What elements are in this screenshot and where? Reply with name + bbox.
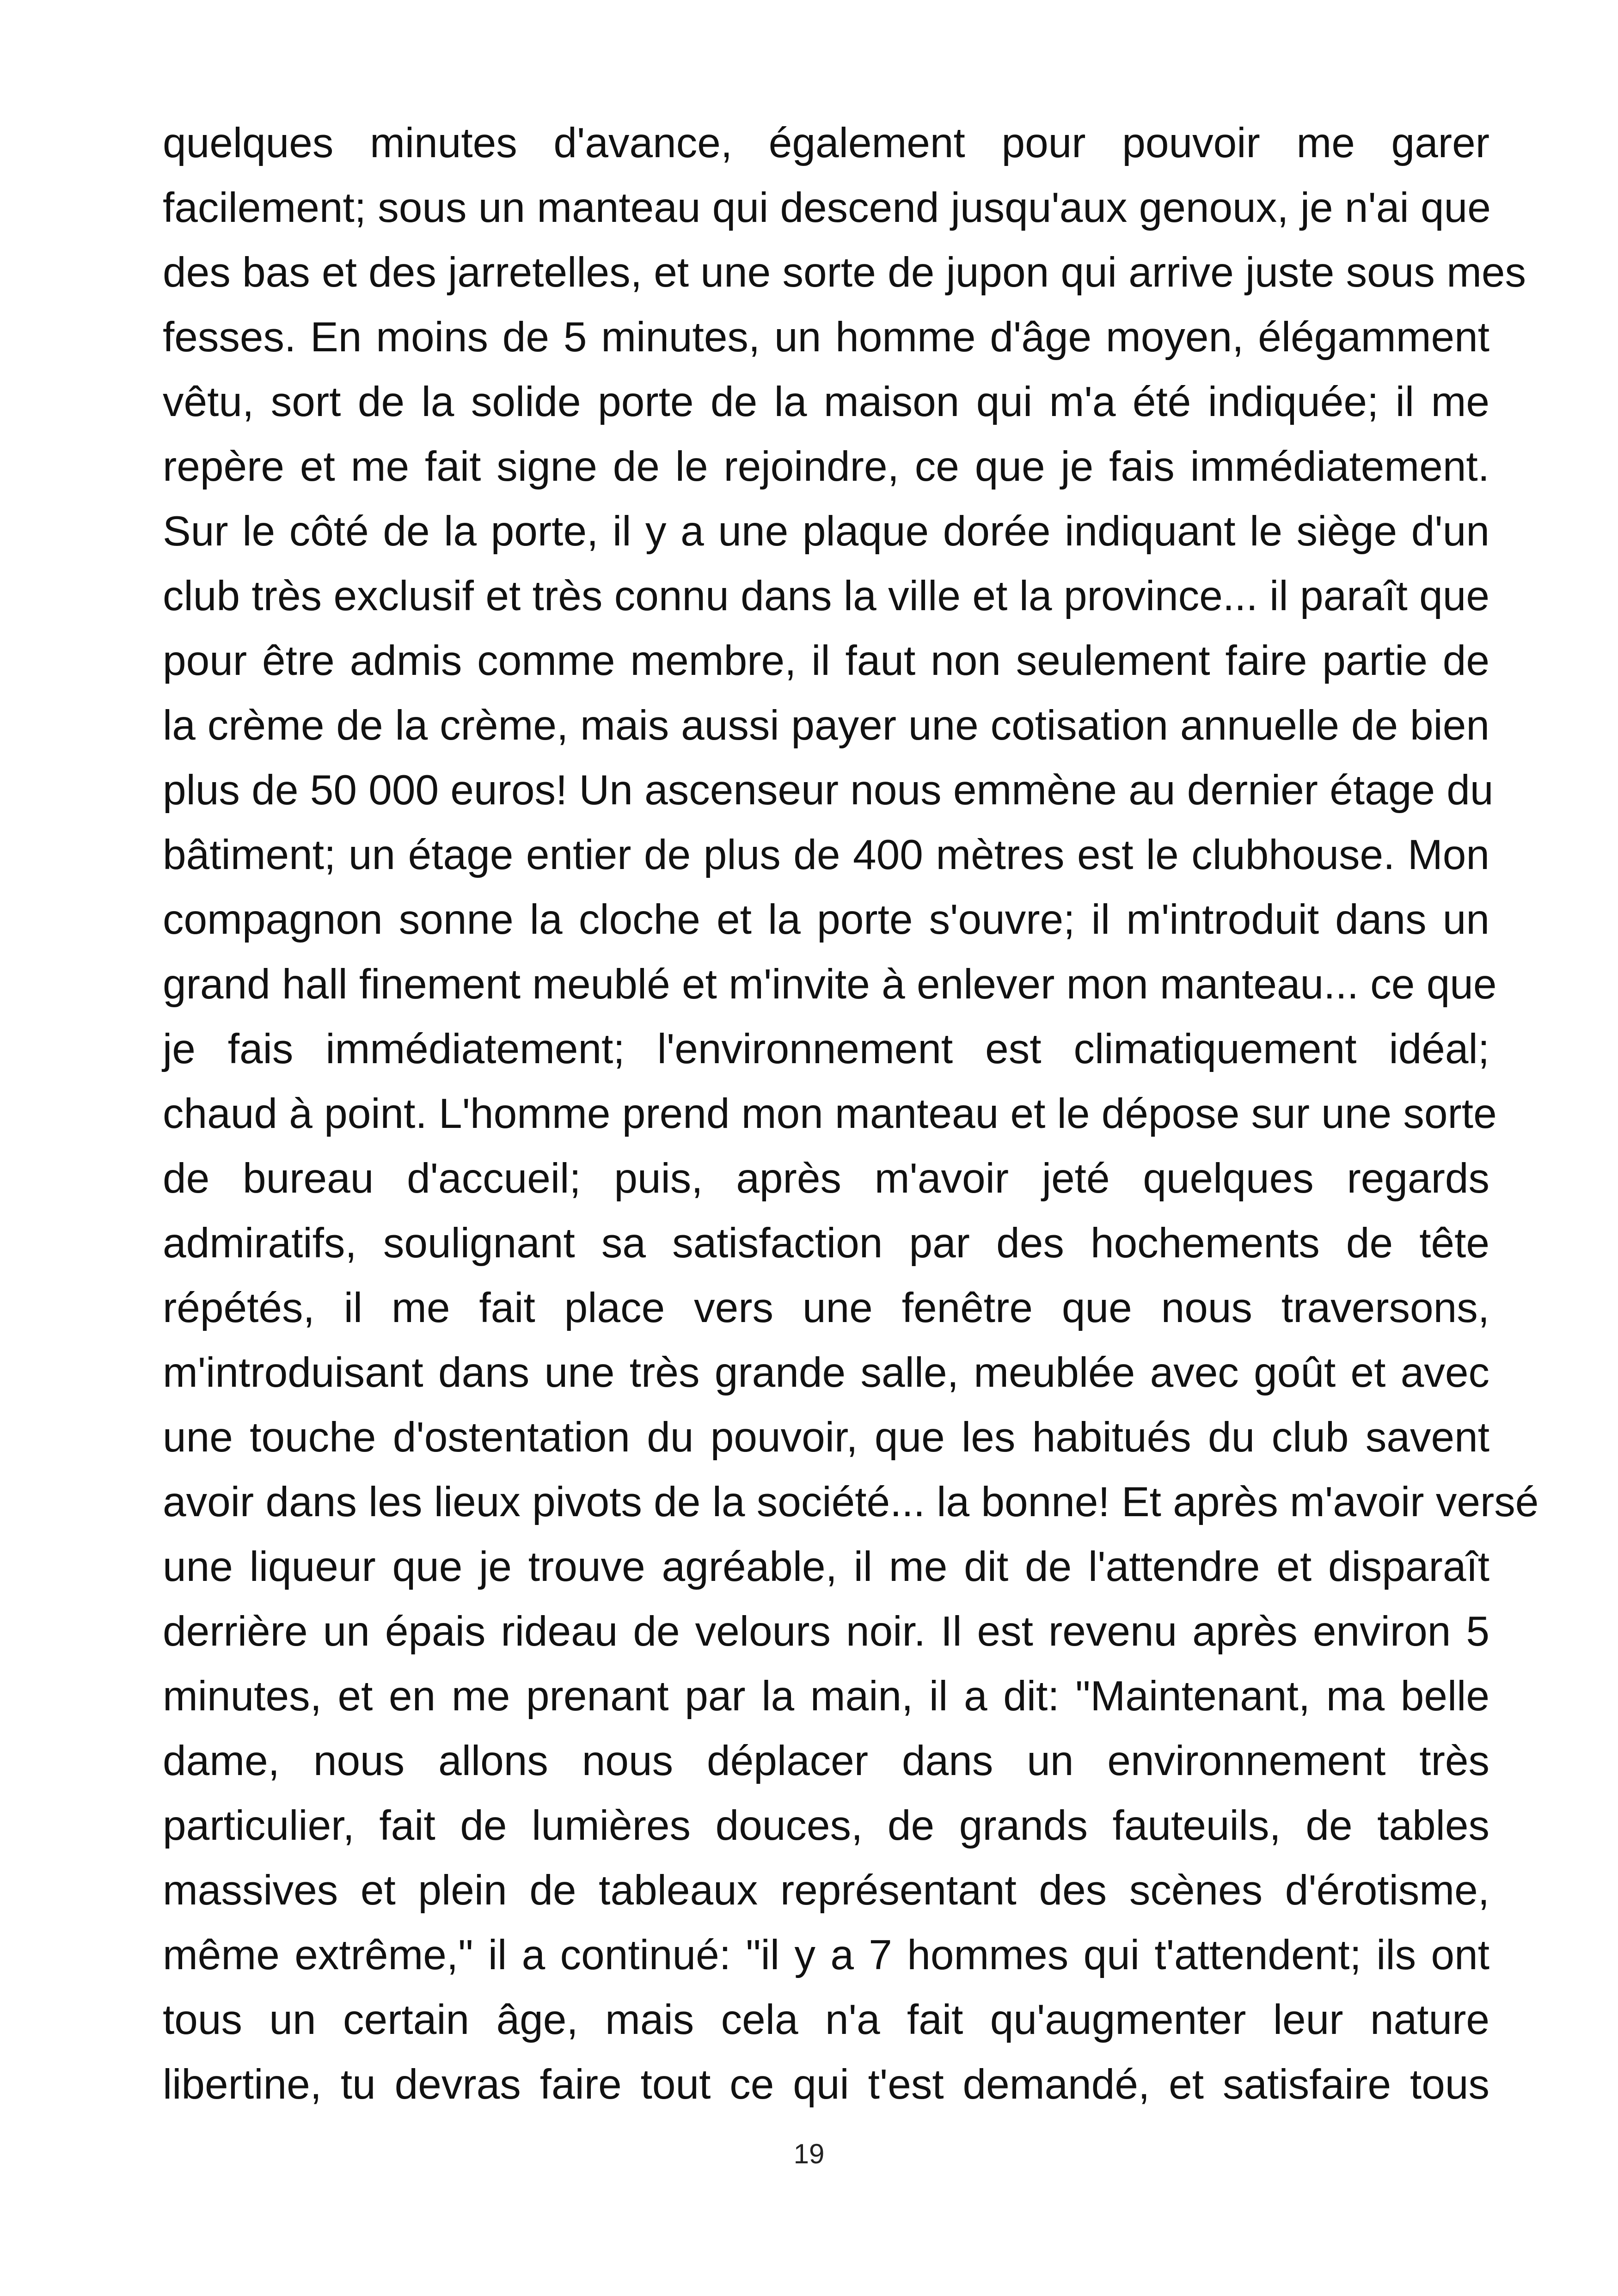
text-line: particulier, fait de lumières douces, de grands fauteuils, de tables: [163, 1802, 1489, 1849]
page-number: 19: [793, 2138, 825, 2169]
text-line: Sur le côté de la porte, il y a une plaque dorée indiquant le siège d'un: [163, 508, 1489, 555]
text-line: des bas et des jarretelles, et une sorte de jupon qui arrive juste sous mes: [163, 249, 1526, 296]
text-line: répétés, il me fait place vers une fenêtre que nous traversons,: [163, 1285, 1489, 1331]
text-line: avoir dans les lieux pivots de la société... la bonne! Et après m'avoir versé: [163, 1479, 1539, 1525]
text-line: tous un certain âge, mais cela n'a fait qu'augmenter leur nature: [163, 1996, 1489, 2043]
text-line: chaud à point. L'homme prend mon manteau et le dépose sur une sorte: [163, 1090, 1497, 1137]
text-line: facilement; sous un manteau qui descend jusqu'aux genoux, je n'ai que: [163, 184, 1491, 231]
text-line: pour être admis comme membre, il faut non seulement faire partie de: [163, 637, 1489, 684]
text-line: massives et plein de tableaux représentant des scènes d'érotisme,: [163, 1867, 1489, 1914]
text-line: m'introduisant dans une très grande salle, meublée avec goût et avec: [163, 1349, 1489, 1396]
text-line: même extrême," il a continué: "il y a 7 hommes qui t'attendent; ils ont: [163, 1932, 1489, 1978]
text-line: de bureau d'accueil; puis, après m'avoir jeté quelques regards: [163, 1155, 1489, 1202]
text-line: dame, nous allons nous déplacer dans un environnement très: [163, 1738, 1489, 1784]
text-line: quelques minutes d'avance, également pour pouvoir me garer: [163, 120, 1489, 166]
body-text: [163, 111, 1539, 2117]
text-line: club très exclusif et très connu dans la ville et la province... il paraît que: [163, 573, 1489, 619]
text-line: libertine, tu devras faire tout ce qui t'est demandé, et satisfaire tous: [163, 2061, 1489, 2108]
text-line: minutes, et en me prenant par la main, il a dit: "Maintenant, ma belle: [163, 1673, 1489, 1720]
text-line: bâtiment; un étage entier de plus de 400 mètres est le clubhouse. Mon: [163, 832, 1489, 878]
text-line: compagnon sonne la cloche et la porte s'ouvre; il m'introduit dans un: [163, 896, 1489, 943]
text-line: je fais immédiatement; l'environnement est climatiquement idéal;: [163, 1026, 1489, 1072]
text-line: admiratifs, soulignant sa satisfaction par des hochements de tête: [163, 1220, 1489, 1267]
text-line: une liqueur que je trouve agréable, il me dit de l'attendre et disparaît: [163, 1543, 1489, 1590]
text-line: plus de 50 000 euros! Un ascenseur nous emmène au dernier étage du: [163, 767, 1494, 814]
text-line: la crème de la crème, mais aussi payer une cotisation annuelle de bien: [163, 702, 1489, 749]
text-line: derrière un épais rideau de velours noir. Il est revenu après environ 5: [163, 1608, 1489, 1655]
text-line: fesses. En moins de 5 minutes, un homme d'âge moyen, élégamment: [163, 314, 1489, 361]
text-line: repère et me fait signe de le rejoindre, ce que je fais immédiatement.: [163, 443, 1489, 490]
text-line: vêtu, sort de la solide porte de la maison qui m'a été indiquée; il me: [163, 379, 1489, 425]
text-line: une touche d'ostentation du pouvoir, que les habitués du club savent: [163, 1414, 1489, 1461]
text-line: grand hall finement meublé et m'invite à enlever mon manteau... ce que: [163, 961, 1497, 1008]
